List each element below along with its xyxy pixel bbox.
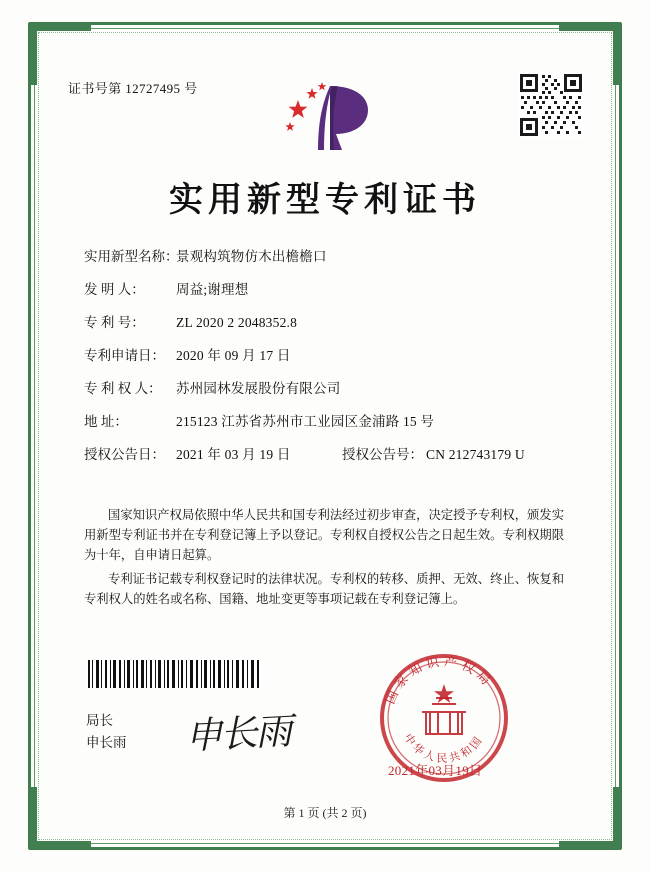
field-label: 专 利 号：	[84, 315, 145, 330]
page-footer: 第 1 页 (共 2 页)	[283, 806, 367, 820]
field-row-inventor	[84, 278, 570, 298]
field-label: 授权公告号：	[342, 447, 423, 462]
field-value: 景观构筑物仿木出檐檐口	[176, 249, 327, 264]
director-name: 申长雨	[86, 735, 127, 750]
field-label: 授权公告日：	[84, 447, 165, 462]
field-label: 专 利 权 人：	[84, 381, 162, 396]
certificate-number: 证书号第 12727495 号	[68, 81, 198, 96]
field-value: CN 212743179 U	[426, 447, 525, 462]
field-label: 地 址：	[84, 414, 128, 429]
director-title: 局长	[86, 713, 113, 728]
field-label: 专利申请日：	[84, 348, 165, 363]
field-row-application-date	[84, 344, 570, 364]
corner-ornament-top-left	[30, 24, 91, 85]
svg-text:国家知识产权局: 国家知识产权局	[381, 653, 497, 707]
field-value: 周益;谢理想	[176, 282, 249, 297]
field-row-patent-number	[84, 311, 570, 331]
svg-text:中华人民共和国: 中华人民共和国	[401, 731, 487, 766]
field-row-address	[84, 410, 570, 430]
paragraph-1: 国家知识产权局依照中华人民共和国专利法经过初步审查，决定授予专利权，颁发实用新型专利证书并在专利登记簿上予以登记。专利权自授权公告之日起生效。专利权期限为十年，自申请日起算。	[84, 508, 564, 562]
legal-text	[84, 505, 564, 613]
field-value: ZL 2020 2 2048352.8	[176, 315, 298, 330]
field-label: 发 明 人：	[84, 282, 145, 297]
cnipa-logo-icon	[268, 76, 380, 152]
field-value: 苏州园林发展股份有限公司	[176, 381, 341, 396]
field-row-grant	[84, 443, 570, 463]
field-value: 2020 年 09 月 17 日	[176, 348, 291, 363]
handwritten-signature: 申长雨	[184, 711, 292, 758]
field-row-name	[84, 245, 570, 265]
qr-code	[518, 72, 584, 138]
field-list	[84, 245, 570, 477]
grant-date-group	[84, 443, 342, 463]
field-value: 215123 江苏省苏州市工业园区金浦路 15 号	[176, 414, 435, 429]
page-title: 实用新型专利证书	[169, 182, 481, 219]
seal-date: 2021年03月19日	[388, 763, 483, 778]
field-label: 实用新型名称：	[84, 249, 179, 264]
field-row-patentee	[84, 377, 570, 397]
grant-notice-group	[342, 443, 570, 463]
field-value: 2021 年 03 月 19 日	[176, 447, 291, 462]
signature-labels	[86, 710, 127, 754]
barcode	[86, 660, 262, 688]
paragraph-2: 专利证书记载专利权登记时的法律状况。专利权的转移、质押、无效、终止、恢复和专利权人的姓名或名称、国籍、地址变更等事项记载在专利登记簿上。	[84, 572, 564, 606]
